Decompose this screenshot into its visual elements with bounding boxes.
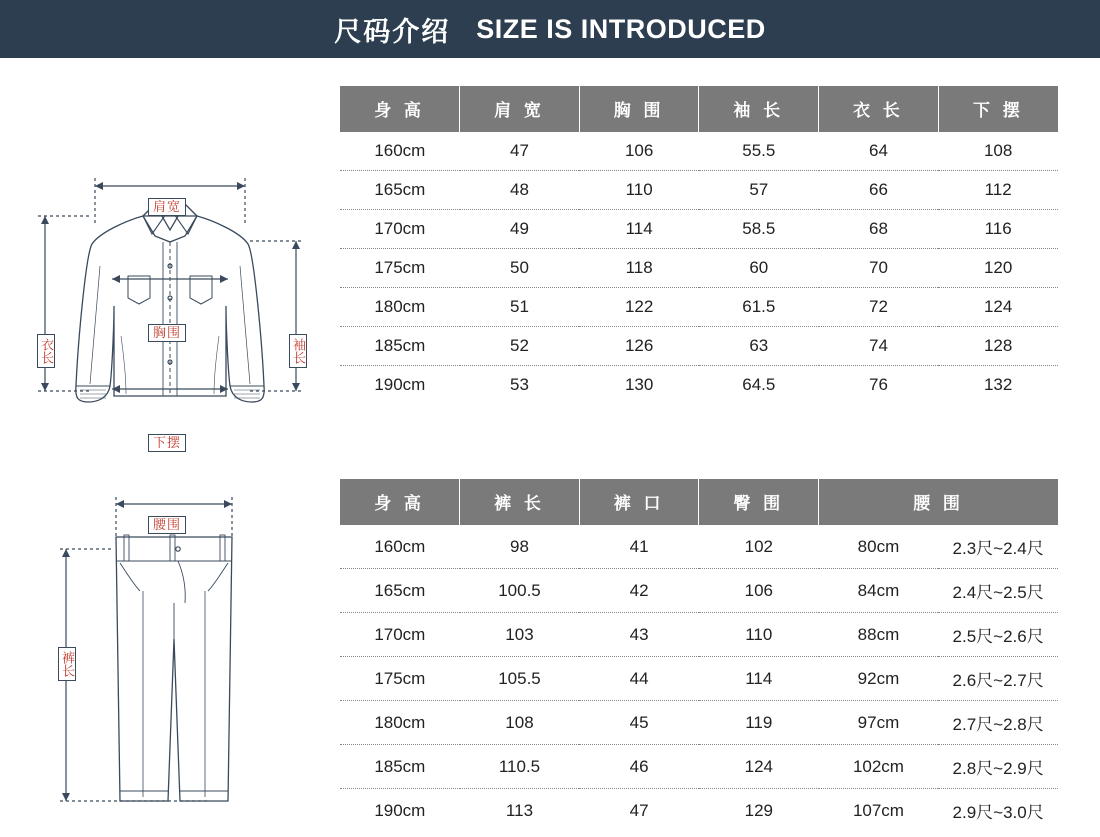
pants-cell: 103	[460, 613, 580, 657]
pants-cell: 2.3尺~2.4尺	[938, 525, 1058, 569]
shirt-cell: 180cm	[340, 288, 460, 327]
shirt-cell: 50	[460, 249, 580, 288]
label-sleeve-length: 袖长	[289, 334, 307, 368]
shirt-cell: 61.5	[699, 288, 819, 327]
page-title-en: SIZE IS INTRODUCED	[476, 13, 766, 44]
pants-cell: 45	[579, 701, 699, 745]
pants-cell: 2.6尺~2.7尺	[938, 657, 1058, 701]
pants-cell: 190cm	[374, 800, 426, 820]
pants-header-1: 裤 长	[460, 479, 580, 525]
shirt-header-0: 身 高	[340, 86, 460, 132]
shirt-cell: 122	[579, 288, 699, 327]
pants-cell: 119	[699, 701, 819, 745]
table-row	[340, 613, 1058, 657]
pants-header-2: 裤 口	[579, 479, 699, 525]
pants-cell: 98	[460, 525, 580, 569]
shirt-cell: 175cm	[340, 249, 460, 288]
shirt-size-table	[340, 86, 1058, 404]
pants-table-wrapper	[340, 479, 1100, 832]
pants-cell: 124	[699, 745, 819, 789]
pants-cell: 107cm	[852, 800, 904, 820]
shirt-cell: 116	[938, 210, 1058, 249]
shirt-table-head	[340, 86, 1058, 132]
table-row	[340, 132, 1058, 171]
pants-cell: 2.5尺~2.6尺	[938, 613, 1058, 657]
shirt-header-row	[340, 86, 1058, 132]
shirt-cell: 112	[938, 171, 1058, 210]
pants-cell: 106	[699, 569, 819, 613]
pants-cell: 2.9尺~3.0尺	[952, 803, 1044, 822]
table-row	[340, 249, 1058, 288]
shirt-cell: 76	[868, 375, 888, 394]
shirt-cell: 190cm	[374, 375, 426, 394]
pants-cell: 2.4尺~2.5尺	[938, 569, 1058, 613]
shirt-cell: 165cm	[340, 171, 460, 210]
shirt-cell: 68	[819, 210, 939, 249]
label-waist: 腰围	[148, 516, 186, 534]
shirt-cell: 160cm	[340, 132, 460, 171]
pants-cell: 170cm	[340, 613, 460, 657]
pants-cell: 113	[505, 800, 534, 820]
shirt-cell: 114	[579, 210, 699, 249]
shirt-illustration	[0, 86, 340, 431]
pants-cell: 41	[579, 525, 699, 569]
pants-section	[0, 479, 1100, 832]
label-garment-length: 衣长	[37, 334, 55, 368]
shirt-cell: 47	[460, 132, 580, 171]
shirt-section	[0, 86, 1100, 450]
label-pant-length: 裤长	[58, 647, 76, 681]
pants-cell: 44	[579, 657, 699, 701]
pants-table-head	[340, 479, 1058, 525]
pants-figure	[0, 479, 340, 809]
shirt-cell: 128	[938, 327, 1058, 366]
shirt-cell: 60	[699, 249, 819, 288]
pants-cell: 105.5	[460, 657, 580, 701]
table-row	[340, 210, 1058, 249]
shirt-table-wrapper	[340, 86, 1100, 404]
pants-header-3: 臀 围	[699, 479, 819, 525]
shirt-header-5: 下 摆	[938, 86, 1058, 132]
shirt-cell: 53	[510, 375, 529, 394]
pants-cell: 110.5	[460, 745, 580, 789]
pants-cell: 185cm	[340, 745, 460, 789]
shirt-cell: 108	[938, 132, 1058, 171]
table-row	[340, 171, 1058, 210]
pants-cell: 108	[460, 701, 580, 745]
shirt-cell: 49	[460, 210, 580, 249]
pants-cell: 175cm	[340, 657, 460, 701]
shirt-cell: 118	[579, 249, 699, 288]
table-row	[340, 701, 1058, 745]
pants-cell: 42	[579, 569, 699, 613]
pants-cell: 47	[629, 800, 649, 820]
pants-table-body	[340, 525, 1058, 832]
page-header	[0, 0, 1100, 58]
shirt-cell: 64	[819, 132, 939, 171]
shirt-cell: 106	[579, 132, 699, 171]
shirt-cell: 64.5	[742, 375, 776, 394]
shirt-cell: 185cm	[340, 327, 460, 366]
table-row	[340, 327, 1058, 366]
shirt-header-4: 衣 长	[819, 86, 939, 132]
shirt-cell: 70	[819, 249, 939, 288]
pants-cell: 102	[699, 525, 819, 569]
pants-cell: 43	[579, 613, 699, 657]
pants-cell: 180cm	[340, 701, 460, 745]
pants-cell: 88cm	[819, 613, 939, 657]
shirt-cell: 57	[699, 171, 819, 210]
table-row	[340, 657, 1058, 701]
pants-cell: 80cm	[819, 525, 939, 569]
shirt-figure	[0, 86, 340, 450]
pants-header-4: 腰 围	[819, 479, 1058, 525]
shirt-cell: 74	[819, 327, 939, 366]
pants-cell: 2.7尺~2.8尺	[938, 701, 1058, 745]
pants-cell: 84cm	[819, 569, 939, 613]
shirt-cell: 63	[699, 327, 819, 366]
label-chest: 胸围	[148, 324, 186, 342]
pants-cell: 92cm	[819, 657, 939, 701]
shirt-cell: 124	[938, 288, 1058, 327]
shirt-cell: 51	[460, 288, 580, 327]
page-title-cn: 尺码介绍	[334, 16, 451, 47]
shirt-cell: 58.5	[699, 210, 819, 249]
shirt-cell: 110	[579, 171, 699, 210]
shirt-header-1: 肩 宽	[460, 86, 580, 132]
shirt-cell: 130	[624, 375, 654, 394]
shirt-cell: 170cm	[340, 210, 460, 249]
shirt-cell: 120	[938, 249, 1058, 288]
pants-cell: 102cm	[819, 745, 939, 789]
shirt-table-body	[340, 132, 1058, 404]
table-row	[340, 569, 1058, 613]
pants-cell: 110	[699, 613, 819, 657]
shirt-header-3: 袖 长	[699, 86, 819, 132]
pants-cell: 165cm	[340, 569, 460, 613]
label-hem: 下摆	[148, 434, 186, 452]
pants-header-row	[340, 479, 1058, 525]
pants-cell: 129	[744, 800, 773, 820]
table-row	[340, 745, 1058, 789]
shirt-cell: 126	[579, 327, 699, 366]
pants-header-0: 身 高	[340, 479, 460, 525]
shirt-cell: 55.5	[699, 132, 819, 171]
shirt-cell: 72	[819, 288, 939, 327]
pants-cell: 114	[699, 657, 819, 701]
top-spacer	[0, 58, 1100, 86]
pants-cell: 2.8尺~2.9尺	[938, 745, 1058, 789]
pants-cell: 160cm	[340, 525, 460, 569]
shirt-cell: 52	[460, 327, 580, 366]
shirt-cell: 132	[983, 375, 1013, 394]
table-row	[340, 525, 1058, 569]
pants-cell: 46	[579, 745, 699, 789]
table-row	[340, 789, 1058, 833]
table-row	[340, 366, 1058, 405]
pants-cell: 97cm	[819, 701, 939, 745]
shirt-cell: 48	[460, 171, 580, 210]
pants-size-table	[340, 479, 1058, 832]
shirt-cell: 66	[819, 171, 939, 210]
pants-cell: 100.5	[460, 569, 580, 613]
shirt-header-2: 胸 围	[579, 86, 699, 132]
label-shoulder-width: 肩宽	[148, 198, 186, 216]
table-row	[340, 288, 1058, 327]
